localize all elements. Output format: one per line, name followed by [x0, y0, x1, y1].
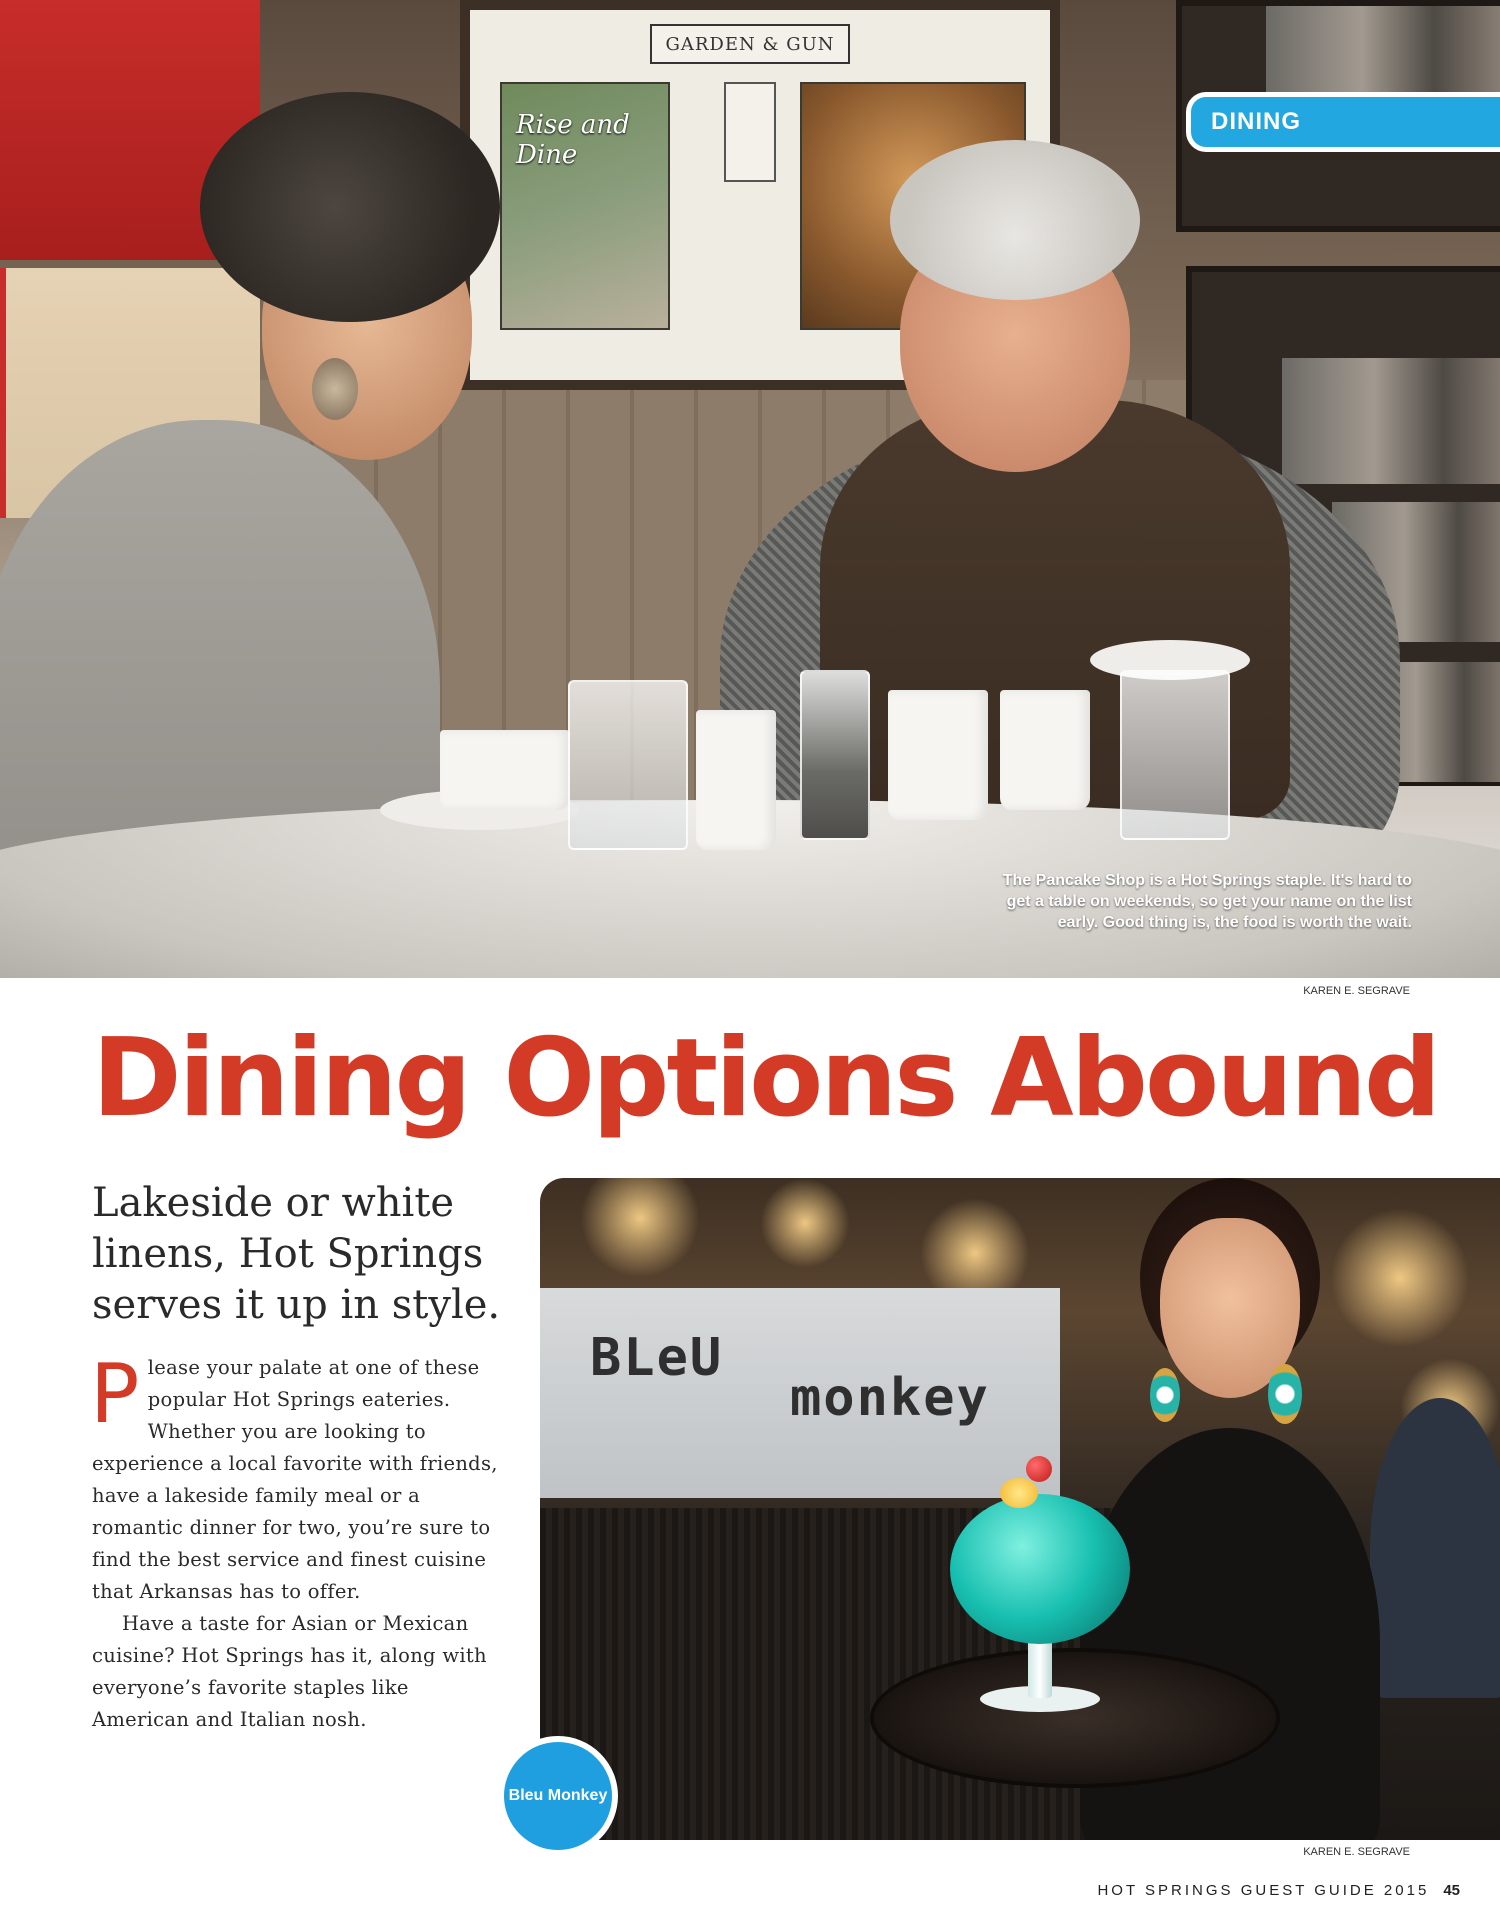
paragraph-1	[90, 1347, 510, 1608]
man-hair	[890, 140, 1140, 300]
sign-word-monkey: monkey	[790, 1368, 990, 1428]
caption-badge	[498, 1736, 618, 1856]
article-body	[90, 1347, 510, 1736]
water-glass-right	[1120, 670, 1230, 840]
frame-text-card	[724, 82, 776, 182]
deck-subtitle: Lakeside or white linens, Hot Springs serves it up in style.	[92, 1180, 501, 1328]
frame-photo-diner	[500, 82, 670, 330]
drop-cap: P	[90, 1347, 140, 1442]
page-footer	[900, 1882, 1460, 1899]
serving-tray	[870, 1648, 1280, 1788]
creamer	[696, 710, 776, 850]
photo-caption: The Pancake Shop is a Hot Springs staple. It's hard to get a table on weekends, so get your name on the list early. Good thing is, the food is worth the wait.	[1002, 872, 1412, 931]
woman-earring	[312, 358, 358, 420]
badge-label: Bleu Monkey	[508, 1787, 608, 1804]
waitress-earring-right	[1268, 1364, 1302, 1424]
sugar-holder	[888, 690, 988, 820]
pepper-shaker	[800, 670, 870, 840]
paragraph-2: Have a taste for Asian or Mexican cuisine? Hot Springs has it, along with everyone’s favorite staples like American and Italian nosh.	[92, 1612, 487, 1731]
light-bokeh	[760, 1178, 850, 1268]
sign-word-bleu: BLeU	[590, 1328, 724, 1388]
frame-title: GARDEN & GUN	[650, 24, 850, 64]
water-glass	[568, 680, 688, 850]
coffee-mug	[440, 730, 570, 810]
cup-stack	[1000, 690, 1090, 810]
cherry-garnish	[1026, 1456, 1052, 1482]
background-diner	[1370, 1398, 1500, 1698]
paragraph-1-text: lease your palate at one of these popular Hot Springs eateries. Whether you are looking to experience a local favorite with friends, have a lakeside family meal or a romantic dinner for two, you’re sure to find the best service and finest cuisine that Arkansas has to offer.	[92, 1356, 498, 1603]
light-bokeh	[1330, 1208, 1470, 1348]
woman-hair	[200, 92, 500, 322]
lemon-garnish	[1000, 1478, 1038, 1508]
bottom-photo	[540, 1178, 1500, 1840]
photo-credit-bottom: KAREN E. SEGRAVE	[1303, 1846, 1410, 1858]
framed-photo	[1266, 6, 1500, 92]
photo-credit-top: KAREN E. SEGRAVE	[1303, 985, 1410, 997]
framed-photo-racing	[1282, 358, 1500, 484]
blue-cocktail	[950, 1494, 1130, 1644]
publication-name: HOT SPRINGS GUEST GUIDE 2015	[1097, 1882, 1430, 1899]
waitress-earring-left	[1150, 1368, 1180, 1422]
restaurant-sign	[540, 1288, 1060, 1498]
page-number: 45	[1443, 1882, 1460, 1899]
page-title: Dining Options Abound	[92, 1016, 1439, 1141]
section-label: DINING	[1211, 108, 1301, 135]
light-bokeh	[580, 1178, 700, 1278]
frame-photo-title: Rise and Dine	[516, 110, 630, 170]
section-tab	[1186, 92, 1500, 152]
